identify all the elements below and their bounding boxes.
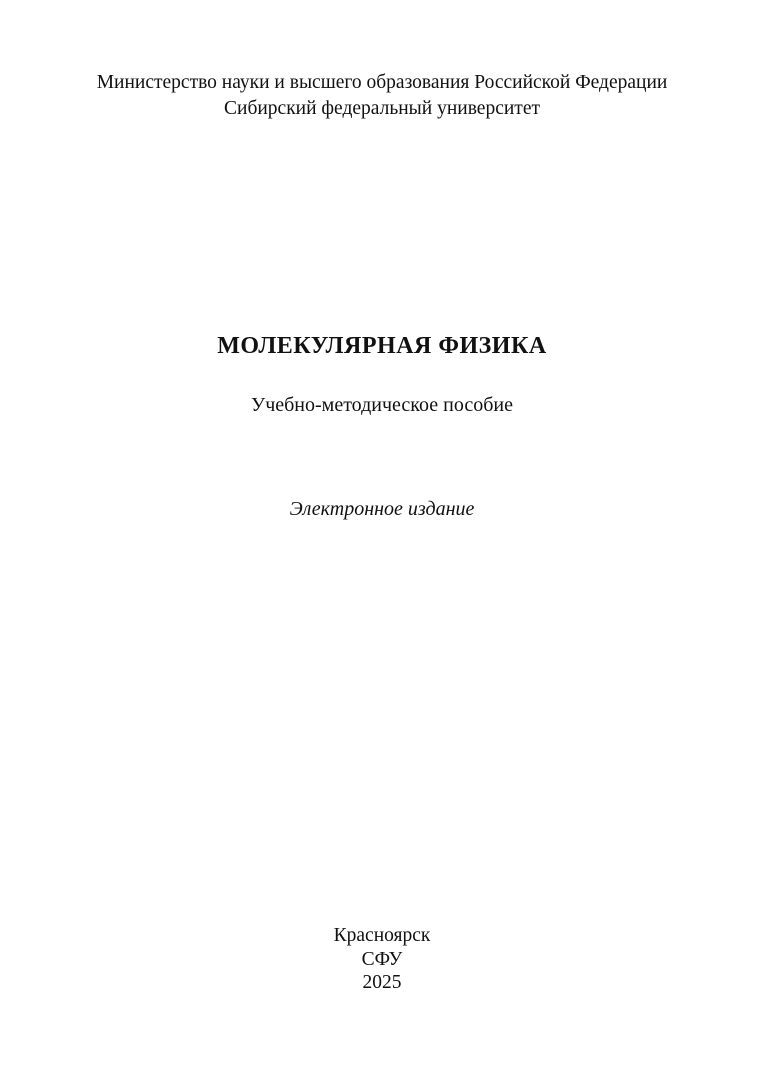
imprint-city: Красноярск [333,925,431,946]
imprint-publisher: СФУ [361,948,403,970]
university-line: Сибирский федеральный университет [224,98,540,119]
ministry-line: Министерство науки и высшего образования Российской Федерации [96,72,668,93]
edition-note: Электронное издание [289,498,475,520]
institution-header [0,70,764,122]
imprint [0,924,764,995]
document-title: МОЛЕКУЛЯРНАЯ ФИЗИКА [217,333,547,359]
document-subtitle: Учебно-методическое пособие [251,394,513,416]
imprint-year: 2025 [362,972,402,993]
